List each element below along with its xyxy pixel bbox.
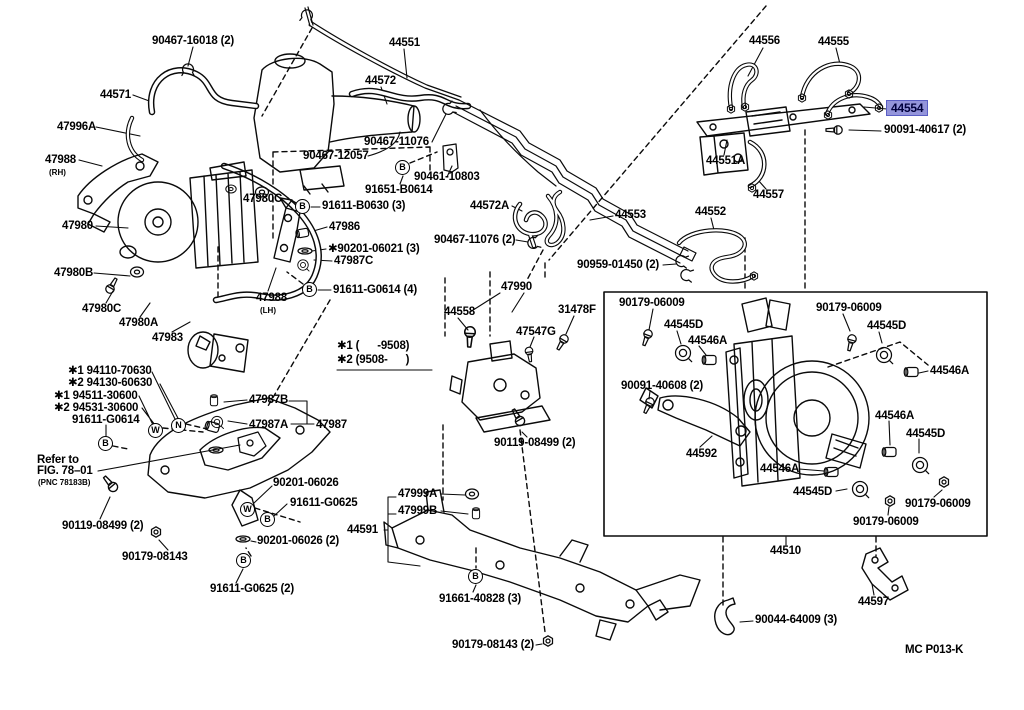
part-label[interactable]: 44551A xyxy=(706,155,746,167)
part-label[interactable]: 90179-06009 xyxy=(619,297,685,309)
part-label[interactable]: 90467-12057 xyxy=(303,150,369,162)
part-label: Refer to xyxy=(37,454,79,466)
part-label[interactable]: 44546A xyxy=(875,410,915,422)
part-label[interactable]: 44551 xyxy=(389,37,420,49)
part-label[interactable]: 47986 xyxy=(329,221,360,233)
part-label[interactable]: 44553 xyxy=(615,209,646,221)
part-label[interactable]: ✱1 94110-70630 xyxy=(68,365,152,377)
part-label[interactable]: 47980C xyxy=(243,193,283,205)
part-label: (LH) xyxy=(260,306,276,315)
part-label[interactable]: 90179-08143 xyxy=(122,551,188,563)
part-label[interactable]: 44597 xyxy=(858,596,889,608)
part-label[interactable]: 90179-06009 xyxy=(905,498,971,510)
part-label[interactable]: 44556 xyxy=(749,35,780,47)
part-label[interactable]: 44546A xyxy=(688,335,728,347)
part-label[interactable]: 47980C xyxy=(82,303,122,315)
pipe-44552 xyxy=(679,230,753,281)
part-label[interactable]: 90179-08143 (2) xyxy=(452,639,535,651)
brake-pipes-44551 xyxy=(305,7,696,263)
pipe-44553 xyxy=(547,192,564,245)
part-label[interactable]: 47987C xyxy=(334,255,374,267)
part-label[interactable]: 90119-08499 (2) xyxy=(62,520,144,532)
part-label[interactable]: 90959-01450 (2) xyxy=(577,259,660,271)
part-label[interactable]: 44546A xyxy=(930,365,970,377)
callout-w-icon: W xyxy=(240,502,255,517)
callout-b-icon: B xyxy=(295,199,310,214)
part-label: ✱1 ( -9508) xyxy=(337,340,410,352)
callout-w-icon: W xyxy=(148,423,163,438)
part-label: (RH) xyxy=(49,168,66,177)
callout-b-icon: B xyxy=(302,282,317,297)
part-label[interactable]: 91611-B0630 (3) xyxy=(322,200,406,212)
part-label[interactable]: 90091-40608 (2) xyxy=(621,380,704,392)
part-label[interactable]: 47980 xyxy=(62,220,93,232)
part-label[interactable]: 90467-11076 (2) xyxy=(434,234,516,246)
part-label: MC P013-K xyxy=(905,644,964,656)
part-label[interactable]: 91611-G0614 xyxy=(72,414,140,426)
abs-pump-47980 xyxy=(118,162,258,268)
part-label[interactable]: 47980A xyxy=(119,317,159,329)
part-47983 xyxy=(188,332,248,372)
part-label[interactable]: 47547G xyxy=(516,326,556,338)
callout-n-icon: N xyxy=(171,418,186,433)
part-label[interactable]: 44555 xyxy=(818,36,849,48)
part-label[interactable]: 44572 xyxy=(365,75,396,87)
callout-b-icon: B xyxy=(395,160,410,175)
part-label[interactable]: 44592 xyxy=(686,448,717,460)
part-label[interactable]: 44546A xyxy=(760,463,800,475)
part-label[interactable]: 90091-40617 (2) xyxy=(884,124,967,136)
part-label[interactable]: 91661-40828 (3) xyxy=(439,593,522,605)
part-label[interactable]: 47987B xyxy=(249,394,289,406)
part-label[interactable]: 47987 xyxy=(316,419,347,431)
valve-47990 xyxy=(450,341,550,432)
part-label: (PNC 78183B) xyxy=(38,478,91,487)
part-label[interactable]: 90201-06026 (2) xyxy=(257,535,340,547)
part-label[interactable]: 91611-G0625 xyxy=(290,497,358,509)
part-label[interactable]: 44558 xyxy=(444,306,475,318)
part-label[interactable]: 90461-10803 xyxy=(414,171,480,183)
part-label[interactable]: 44571 xyxy=(100,89,131,101)
part-label[interactable]: 90179-06009 xyxy=(816,302,882,314)
part-label[interactable]: 44545D xyxy=(906,428,946,440)
part-label[interactable]: 44545D xyxy=(664,319,704,331)
part-label[interactable]: 44552 xyxy=(695,206,726,218)
part-label[interactable]: ✱2 94531-30600 xyxy=(54,402,139,414)
hose-47996a xyxy=(128,118,142,160)
hook-90044 xyxy=(715,598,735,635)
part-label[interactable]: ✱2 94130-60630 xyxy=(68,377,153,389)
part-label[interactable]: 47980B xyxy=(54,267,94,279)
part-label[interactable]: FIG. 78–01 xyxy=(37,465,93,477)
bracket-44592 xyxy=(640,388,750,446)
part-label[interactable]: 44545D xyxy=(867,320,907,332)
part-label[interactable]: ✱90201-06021 (3) xyxy=(328,243,420,255)
part-label[interactable]: 47996A xyxy=(57,121,97,133)
part-label[interactable]: 47988 xyxy=(45,154,76,166)
part-label-selected[interactable]: 44554 xyxy=(886,100,928,116)
callout-b-icon: B xyxy=(468,569,483,584)
part-label[interactable]: 90044-64009 (3) xyxy=(755,614,838,626)
part-label[interactable]: 47990 xyxy=(501,281,532,293)
hose-44557 xyxy=(750,142,764,186)
callout-b-icon: B xyxy=(260,512,275,527)
part-label[interactable]: 90119-08499 (2) xyxy=(494,437,576,449)
part-label[interactable]: 90201-06026 xyxy=(273,477,339,489)
bracket-44597 xyxy=(862,548,908,600)
part-label[interactable]: 91611-G0614 (4) xyxy=(333,284,417,296)
part-label[interactable]: 91651-B0614 xyxy=(365,184,433,196)
part-label: ✱2 (9508- ) xyxy=(337,354,410,366)
part-label[interactable]: 44557 xyxy=(753,189,784,201)
part-label[interactable]: 47988 xyxy=(256,292,287,304)
part-label[interactable]: 44510 xyxy=(770,545,801,557)
part-label[interactable]: 90179-06009 xyxy=(853,516,919,528)
part-label[interactable]: 47999A xyxy=(398,488,438,500)
part-label[interactable]: 44545D xyxy=(793,486,833,498)
part-label[interactable]: 47983 xyxy=(152,332,183,344)
callout-b-icon: B xyxy=(98,436,113,451)
part-label[interactable]: 47999B xyxy=(398,505,438,517)
part-label[interactable]: 90467-11076 xyxy=(364,136,429,148)
part-label[interactable]: 90467-16018 (2) xyxy=(152,35,235,47)
part-label[interactable]: 44572A xyxy=(470,200,510,212)
part-label[interactable]: 91611-G0625 (2) xyxy=(210,583,294,595)
hose-44571 xyxy=(151,70,256,112)
part-label[interactable]: ✱1 94511-30600 xyxy=(54,390,138,402)
part-label[interactable]: 44591 xyxy=(347,524,378,536)
callout-b-icon: B xyxy=(236,553,251,568)
part-label[interactable]: 47987A xyxy=(249,419,289,431)
part-label[interactable]: 31478F xyxy=(558,304,596,316)
